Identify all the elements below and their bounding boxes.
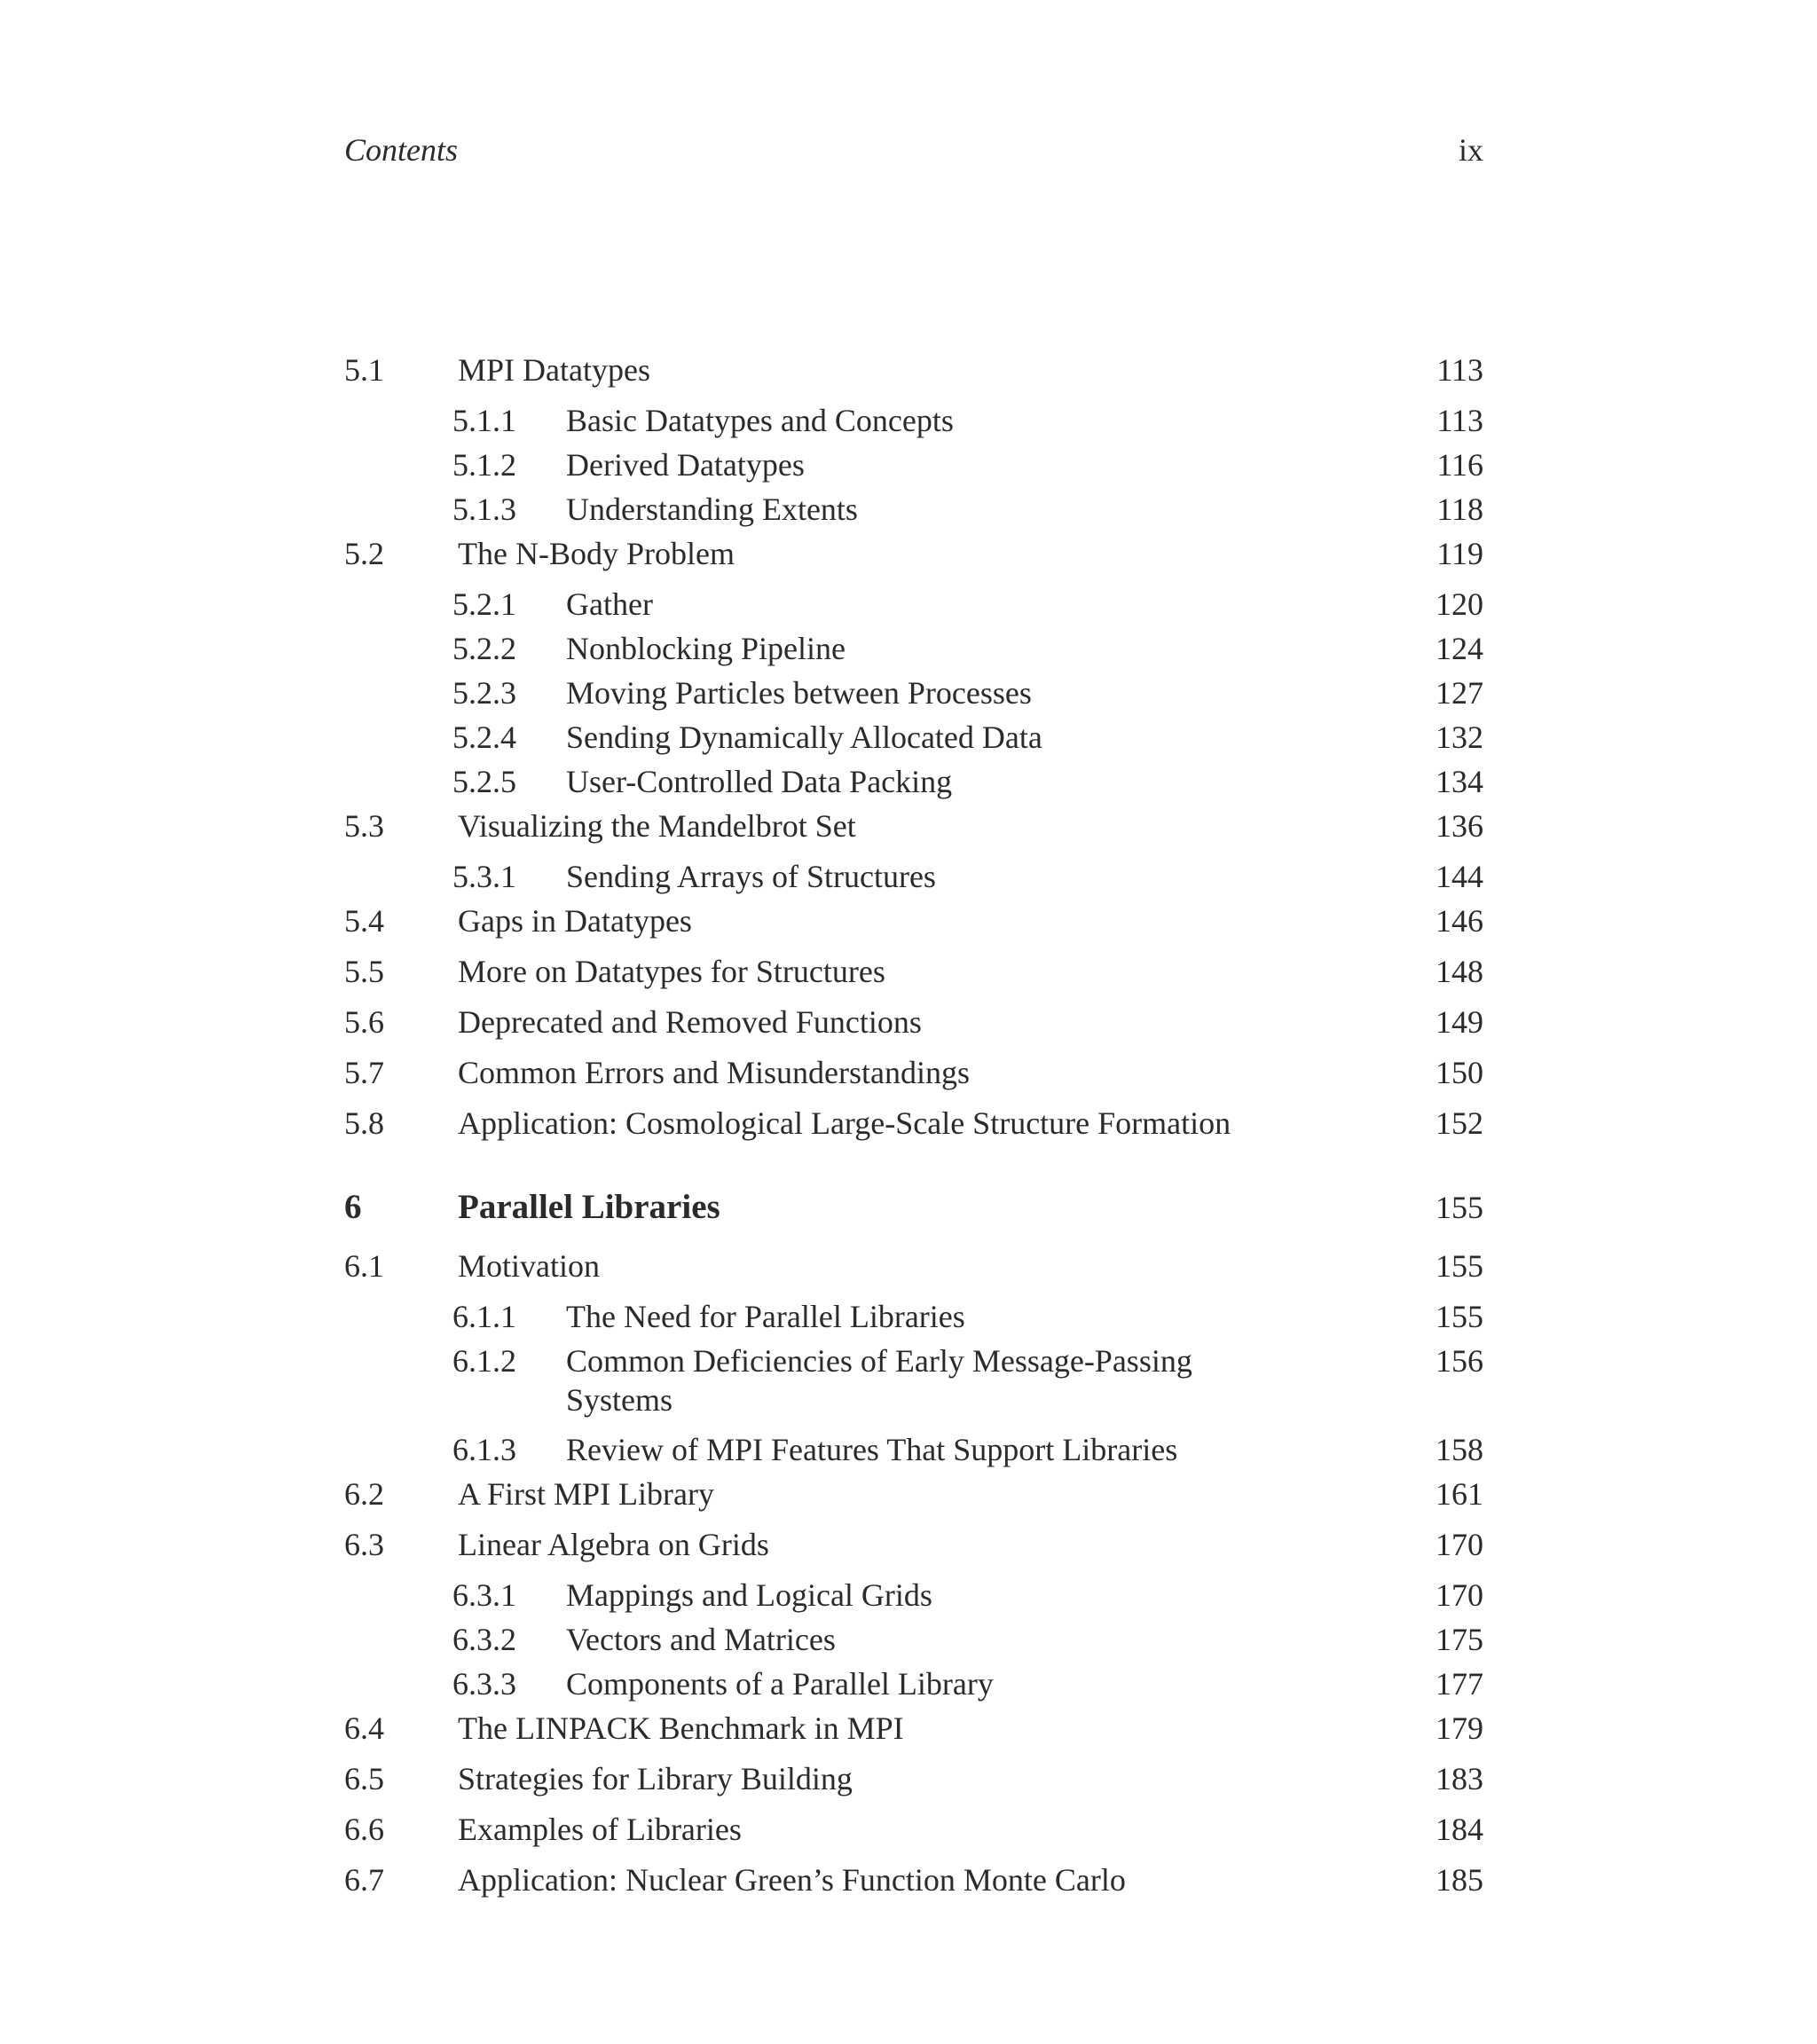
subsection-title: Review of MPI Features That Support Libraries (566, 1432, 1178, 1467)
subsection-number: 6.1.3 (452, 1432, 516, 1467)
subsection-number: 5.1.1 (452, 403, 516, 438)
section-title: The N-Body Problem (458, 536, 735, 571)
section-title: Visualizing the Mandelbrot Set (458, 808, 856, 844)
subsection-number: 5.2.1 (452, 586, 516, 622)
page-ref: 120 (1436, 586, 1483, 622)
page-ref: 136 (1436, 808, 1483, 844)
chapter-title: Parallel Libraries (458, 1188, 720, 1226)
page-ref: 161 (1436, 1476, 1483, 1512)
table-of-contents (344, 0, 1483, 2044)
section-number: 6.3 (344, 1527, 384, 1562)
subsection-title: Sending Dynamically Allocated Data (566, 719, 1042, 755)
subsection-number: 6.3.2 (452, 1622, 516, 1657)
page-number: ix (1458, 132, 1483, 168)
section-number: 5.7 (344, 1055, 384, 1090)
subsection-number: 5.2.5 (452, 764, 516, 799)
subsection-title: User-Controlled Data Packing (566, 764, 953, 799)
subsection-number: 5.1.2 (452, 447, 516, 483)
subsection-title: Basic Datatypes and Concepts (566, 403, 954, 438)
page-ref: 152 (1436, 1105, 1483, 1141)
section-title: Application: Nuclear Green’s Function Monte Carlo (458, 1862, 1126, 1898)
section-title: More on Datatypes for Structures (458, 954, 885, 989)
page-ref: 183 (1436, 1761, 1483, 1796)
page-ref: 119 (1436, 536, 1483, 571)
section-title: Deprecated and Removed Functions (458, 1004, 922, 1040)
section-number: 5.6 (344, 1004, 384, 1040)
subsection-title: Sending Arrays of Structures (566, 859, 936, 894)
page-ref: 127 (1436, 675, 1483, 711)
page-ref: 177 (1436, 1666, 1483, 1702)
subsection-title: Nonblocking Pipeline (566, 631, 846, 666)
page-ref: 155 (1436, 1248, 1483, 1284)
subsection-title: Gather (566, 586, 653, 622)
page-ref: 144 (1436, 859, 1483, 894)
section-number: 5.3 (344, 808, 384, 844)
section-number: 5.1 (344, 352, 384, 388)
subsection-title: Common Deficiencies of Early Message-Passing Systems (566, 1343, 1192, 1418)
subsection-number: 6.3.1 (452, 1577, 516, 1613)
page-ref: 113 (1436, 352, 1483, 388)
section-title: Common Errors and Misunderstandings (458, 1055, 970, 1090)
page-ref: 158 (1436, 1432, 1483, 1467)
page-ref: 149 (1436, 1004, 1483, 1040)
page-ref: 155 (1436, 1190, 1483, 1225)
page-ref: 170 (1436, 1577, 1483, 1613)
subsection-title: Components of a Parallel Library (566, 1666, 994, 1702)
subsection-number: 5.2.4 (452, 719, 516, 755)
section-number: 6.6 (344, 1812, 384, 1847)
subsection-number: 5.2.3 (452, 675, 516, 711)
subsection-title: Understanding Extents (566, 491, 858, 527)
page-ref: 146 (1436, 903, 1483, 939)
subsection-number: 5.2.2 (452, 631, 516, 666)
section-number: 6.4 (344, 1710, 384, 1746)
page-ref: 185 (1436, 1862, 1483, 1898)
section-title: Application: Cosmological Large-Scale Structure Formation (458, 1105, 1231, 1141)
subsection-title: The Need for Parallel Libraries (566, 1299, 965, 1334)
page-ref: 175 (1436, 1622, 1483, 1657)
subsection-number: 6.3.3 (452, 1666, 516, 1702)
section-title: Motivation (458, 1248, 600, 1284)
subsection-title: Mappings and Logical Grids (566, 1577, 932, 1613)
subsection-number: 6.1.2 (452, 1343, 516, 1379)
page-ref: 132 (1436, 719, 1483, 755)
subsection-title: Derived Datatypes (566, 447, 805, 483)
page-ref: 124 (1436, 631, 1483, 666)
subsection-number: 5.1.3 (452, 491, 516, 527)
page-ref: 156 (1436, 1343, 1483, 1379)
section-number: 6.7 (344, 1862, 384, 1898)
page-ref: 134 (1436, 764, 1483, 799)
page-ref: 184 (1436, 1812, 1483, 1847)
page-ref: 179 (1436, 1710, 1483, 1746)
subsection-title: Vectors and Matrices (566, 1622, 836, 1657)
page-ref: 150 (1436, 1055, 1483, 1090)
section-number: 5.8 (344, 1105, 384, 1141)
subsection-title: Moving Particles between Processes (566, 675, 1032, 711)
section-number: 5.2 (344, 536, 384, 571)
section-title: The LINPACK Benchmark in MPI (458, 1710, 904, 1746)
page-ref: 118 (1436, 491, 1483, 527)
chapter-number: 6 (344, 1188, 362, 1226)
section-title: MPI Datatypes (458, 352, 650, 388)
section-number: 5.5 (344, 954, 384, 989)
section-title: Examples of Libraries (458, 1812, 742, 1847)
page-ref: 155 (1436, 1299, 1483, 1334)
section-number: 6.1 (344, 1248, 384, 1284)
section-title: A First MPI Library (458, 1476, 715, 1512)
subsection-number: 6.1.1 (452, 1299, 516, 1334)
section-title: Strategies for Library Building (458, 1761, 853, 1796)
running-head: Contents (344, 132, 459, 168)
section-title: Linear Algebra on Grids (458, 1527, 769, 1562)
section-title: Gaps in Datatypes (458, 903, 692, 939)
subsection-number: 5.3.1 (452, 859, 516, 894)
section-number: 6.2 (344, 1476, 384, 1512)
section-number: 6.5 (344, 1761, 384, 1796)
page-ref: 116 (1436, 447, 1483, 483)
page-ref: 113 (1436, 403, 1483, 438)
page-ref: 148 (1436, 954, 1483, 989)
page-ref: 170 (1436, 1527, 1483, 1562)
section-number: 5.4 (344, 903, 384, 939)
